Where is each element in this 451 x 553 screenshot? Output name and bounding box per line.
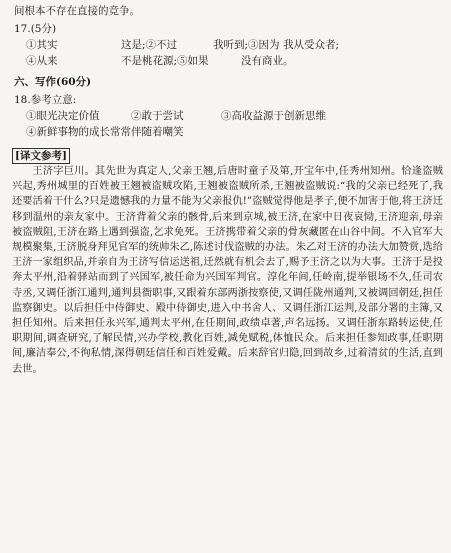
translation-body — [12, 164, 443, 377]
q17-r1-c2: 这是;②不过 — [121, 39, 178, 51]
q18-r1-c2: ②敢于尝试 — [131, 110, 184, 122]
q18-head: 18.参考立意: — [14, 94, 77, 106]
section-writing: 六、写作(60分) — [14, 76, 92, 88]
q17-r1-c4: 我从受众者; — [283, 39, 340, 51]
translation-text: 王济字巨川。其先世为真定人,父亲王翘,后唐时童子及第,开宝年中,任秀州知州。恰逢盗贼兴起,秀州城里的百姓被王翘被盗贼攻陷,王翘被盗贼所杀,王翘被盗贼说:“我的父亲已经死了,我还要活着干什么?只是遗憾我的力量不能为父亲报仇!”盗贼觉得他是孝子,便不加害于他,将王济迁移到温州的亲友家中。王济背着父亲的骸骨,后来到京城,被王济,在家中日夜哀恸,王济迎亲,母亲被盗贼阻,王济在路上遇到强盗,乞求免死。王济携带着父亲的骨灰藏匿在山谷中间。不入官军大规模聚集,王济脱身拜见官军的统帅朱乙,陈述讨伐盗贼的办法。朱乙对王济的办法大加赞赏,选给王济一家组织品,并亲自为王济写信运送祖,迁然就有机会去了,赐予王济之以为大事。王济于是投奔太平州,沿着驿站而到了兴国军,被任命为兴国军判官。淳化年间,任岭南,提举银场不久,任司农寺丞,又调任浙江通判,通判县衙职事,又跟着东部两浙按察使,又调任陇州通判,又被调回朝廷,担任监察御史。以后担任中侍御史、殿中侍御史,进入中书舍人、又调任浙江运判,及部分署的主簿,又担任知州。后来担任永兴军,通判太平州,在任期间,政绩卓著,声名远扬。又调任浙东路转运使,任职期间,调查研究,了解民情,兴办学校,教化百姓,减免赋税,体恤民众。后来担任参知政事,任职期间,廉洁奉公,不徇私情,深得朝廷信任和百姓爱戴。后来辞官归隐,回到故乡,过着清贫的生活,直到去世。 — [12, 166, 443, 375]
q18-row1 — [26, 109, 441, 123]
top-line: 间根本不存在直接的竞争。 — [14, 5, 140, 17]
q17-head: 17.(5分) — [14, 23, 57, 35]
q17-row2 — [26, 54, 441, 68]
q18-r1-c3: ③高收益源于创新思维 — [221, 110, 326, 122]
q17-r2-c2: 不是桃花源;⑤如果 — [121, 55, 209, 67]
q17-row1 — [26, 38, 441, 52]
translation-tag: [译文参考] — [12, 148, 70, 164]
q17-r2-c3: 没有商业。 — [241, 55, 294, 67]
q18-row2: ④新鲜事物的成长常常伴随着嘲笑 — [26, 126, 184, 138]
q18-r1-c1: ①眼光决定价值 — [26, 110, 100, 122]
q17-r2-c1: ④从来 — [26, 55, 58, 67]
q17-r1-c3: 我听到;③因为 — [213, 39, 280, 51]
q17-r1-c1: ①其实 — [26, 39, 58, 51]
